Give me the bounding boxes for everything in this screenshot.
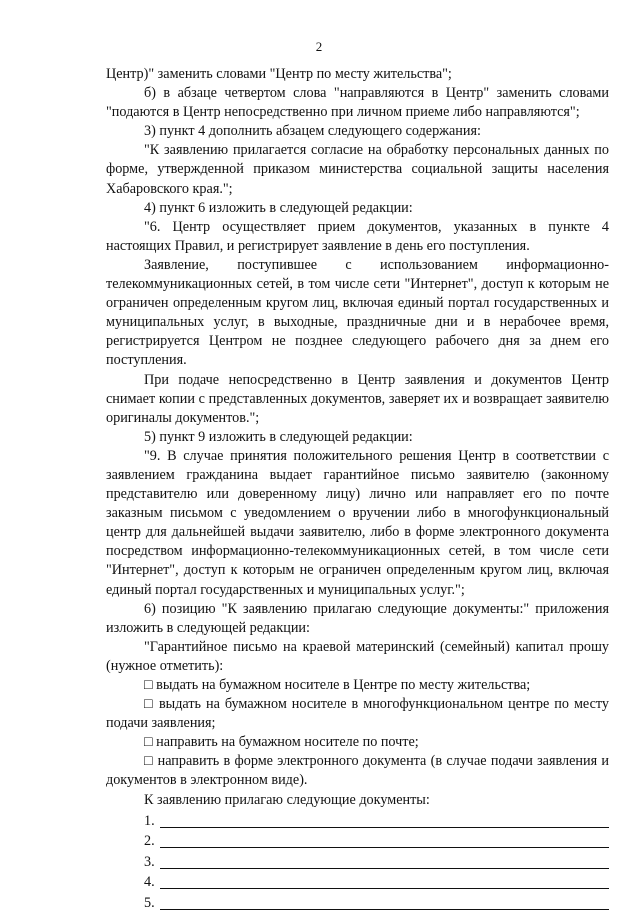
attachments-heading: К заявлению прилагаю следующие документы: xyxy=(144,791,430,808)
blank-line xyxy=(160,888,609,889)
paragraph: "9. В случае принятия положительного решения Центр в соответствии с заявлением гражданина выдает гарантийное письмо заявителю (законному представителю или доверенному лицу) лично или направляет его по почте заказным письмом с уведомлением о вручении либо в многофункциональный центр для дальнейшей выдачи заявителю, либо в форме электронного документа посредством информационно-телекоммуникационных сетей, в том числе сети "Интернет", доступ к которым не ограничен определенным кругом лиц, включая единый портал государственных и муниципальных услуг."; xyxy=(106,447,609,598)
blank-line xyxy=(160,847,609,848)
paragraph: "Гарантийное письмо на краевой материнский (семейный) капитал прошу (нужное отметить): xyxy=(106,638,609,674)
attachments-list xyxy=(106,812,609,914)
checkbox-option: □ выдать на бумажном носителе в многофункциональном центре по месту подачи заявления; xyxy=(106,696,609,732)
paragraph: Центр)" заменить словами "Центр по месту жительства"; xyxy=(106,66,452,82)
attachment-line xyxy=(106,873,609,894)
blank-line xyxy=(160,868,609,869)
paragraph: "К заявлению прилагается согласие на обработку персональных данных по форме, утвержденной приказом министерства социальной защиты населения Хабаровского края."; xyxy=(106,142,609,197)
attachment-line xyxy=(106,812,609,833)
paragraph: 4) пункт 6 изложить в следующей редакции: xyxy=(144,199,413,216)
attachment-line xyxy=(106,894,609,914)
page-number: 2 xyxy=(315,39,323,54)
attachment-line xyxy=(106,832,609,853)
paragraph: "6. Центр осуществляет прием документов, указанных в пункте 4 настоящих Правил, и регистрирует заявление в день его поступления. xyxy=(106,218,609,254)
attachment-number: 2. xyxy=(144,833,155,850)
attachment-number: 5. xyxy=(144,894,155,911)
attachment-number: 1. xyxy=(144,812,155,829)
paragraph: Заявление, поступившее с использованием информационно-телекоммуникационных сетей, в том числе сети "Интернет", доступ к которым не ограничен определенным кругом лиц, включая единый портал государственных и муниципальных услуг, в выходные, праздничные дни и в нерабочее время, регистрируется Центром не позднее следующего рабочего дня за днем его поступления. xyxy=(106,256,609,369)
paragraph: 5) пункт 9 изложить в следующей редакции: xyxy=(144,428,413,445)
document-body xyxy=(106,65,609,914)
paragraph: б) в абзаце четвертом слова "направляются в Центр" заменить словами "подаются в Центр непосредственно при личном приеме либо направляются"; xyxy=(106,85,609,121)
checkbox-option: □ выдать на бумажном носителе в Центре по месту жительства; xyxy=(144,677,531,693)
attachment-number: 4. xyxy=(144,874,155,891)
attachment-number: 3. xyxy=(144,853,155,870)
paragraph: 3) пункт 4 дополнить абзацем следующего содержания: xyxy=(144,123,481,140)
attachment-line xyxy=(106,853,609,874)
paragraph: При подаче непосредственно в Центр заявления и документов Центр снимает копии с представленных документов, заверяет их и возвращает заявителю оригиналы документов."; xyxy=(106,371,609,426)
checkbox-option: □ направить в форме электронного документа (в случае подачи заявления и документов в электронном виде). xyxy=(106,753,609,789)
blank-line xyxy=(160,827,609,828)
paragraph: 6) позицию "К заявлению прилагаю следующие документы:" приложения изложить в следующей редакции: xyxy=(106,600,609,636)
checkbox-option: □ направить на бумажном носителе по почте; xyxy=(144,734,419,751)
blank-line xyxy=(160,909,609,910)
